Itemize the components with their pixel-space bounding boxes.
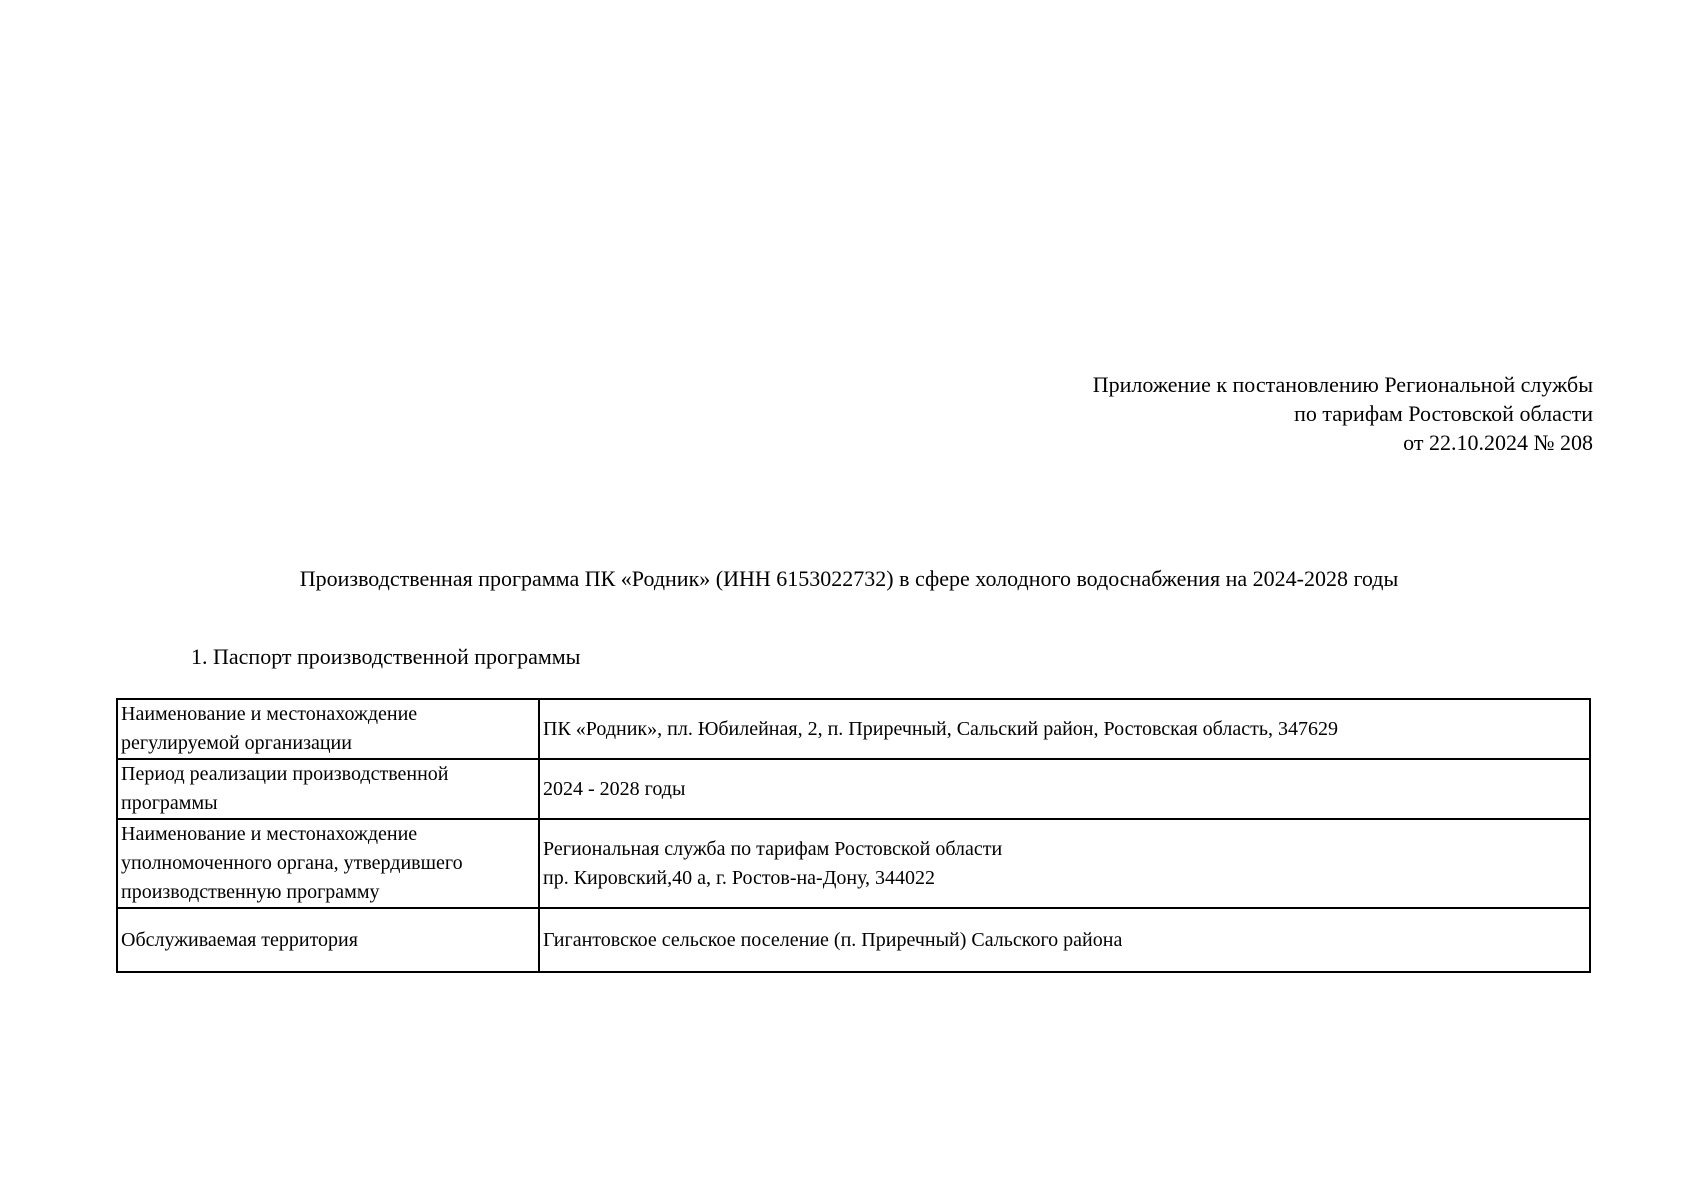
- appendix-line: по тарифам Ростовской области: [1294, 401, 1593, 426]
- row-value-cell: [539, 759, 1590, 819]
- appendix-line: Приложение к постановлению Региональной службы: [1092, 372, 1593, 397]
- appendix-line: от 22.10.2024 № 208: [1403, 430, 1593, 455]
- row-label-cell: [117, 819, 539, 908]
- row-label: Период реализации производственной: [121, 763, 449, 785]
- row-value-cell: [539, 819, 1590, 908]
- passport-table: [116, 698, 1591, 973]
- row-label: Наименование и местонахождение: [121, 703, 418, 725]
- row-label-cell: [117, 759, 539, 819]
- row-value-cell: [539, 699, 1590, 759]
- row-label: программы: [121, 792, 218, 814]
- row-label: Наименование и местонахождение: [121, 823, 418, 845]
- table-row: [117, 908, 1590, 972]
- table-row: [117, 699, 1590, 759]
- section-title: 1. Паспорт производственной программы: [191, 644, 581, 669]
- row-value: Гигантовское сельское поселение (п. Приречный) Сальского района: [543, 928, 1123, 951]
- row-label: уполномоченного органа, утвердившего: [121, 852, 463, 874]
- row-label-cell: [117, 908, 539, 972]
- row-value: Региональная служба по тарифам Ростовской области: [543, 837, 1003, 860]
- row-value: ПК «Родник», пл. Юбилейная, 2, п. Приречный, Сальский район, Ростовская область, 347629: [543, 717, 1338, 740]
- document-title: Производственная программа ПК «Родник» (ИНН 6153022732) в сфере холодного водоснабжения на 2024-2028 годы: [299, 566, 1399, 591]
- row-label-cell: [117, 699, 539, 759]
- row-value: 2024 - 2028 годы: [543, 777, 686, 800]
- row-label: производственную программу: [121, 881, 380, 903]
- row-value-cell: [539, 908, 1590, 972]
- row-label: регулируемой организации: [121, 732, 352, 754]
- table-row: [117, 819, 1590, 908]
- row-label: Обслуживаемая территория: [121, 928, 358, 951]
- row-value: пр. Кировский,40 а, г. Ростов-на-Дону, 344022: [543, 866, 936, 889]
- table-row: [117, 759, 1590, 819]
- appendix-block: [1093, 370, 1593, 457]
